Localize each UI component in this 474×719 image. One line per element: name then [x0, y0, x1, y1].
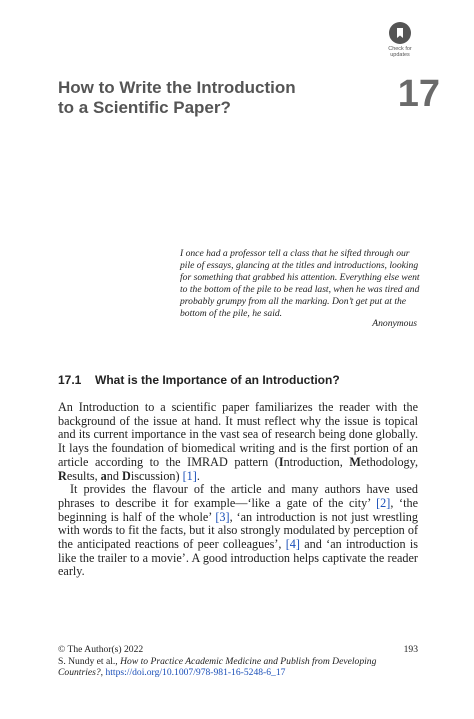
page-number: 193 — [403, 644, 418, 655]
citation-link-2[interactable]: [2] — [376, 495, 391, 510]
imrad-letter-i: I — [278, 454, 284, 469]
page-footer — [58, 644, 418, 679]
imrad-letter-a: a — [100, 468, 107, 483]
section-number: 17.1 — [58, 373, 82, 387]
chapter-title-line-2: to a Scientific Paper? — [58, 98, 231, 117]
imrad-introduction: ntroduction, — [283, 454, 350, 469]
imrad-results: esults, — [66, 468, 101, 483]
chapter-title — [58, 78, 358, 118]
section-title: What is the Importance of an Introduction? — [95, 373, 340, 387]
bookmark-icon — [389, 22, 411, 44]
imrad-discussion: iscussion) — [130, 468, 183, 483]
paragraph-2-part-2: , ‘the beginning is half of the whole’ — [58, 495, 418, 524]
imrad-letter-d: D — [122, 468, 131, 483]
citation-link-1[interactable]: [1] — [182, 468, 197, 483]
paragraph-1 — [58, 401, 418, 483]
paragraph-2-part-1: It provides the flavour of the article and many authors have used phrases to describe it for example—‘like a gate of the city’ — [58, 482, 418, 510]
imrad-methodology: ethodology, — [360, 454, 418, 469]
paragraph-2 — [58, 483, 418, 579]
paragraph-2-part-4: and ‘an introduction is like the trailer to a movie’. A good introduction helps captivate the reader early. — [58, 537, 418, 579]
footer-authors: S. Nundy et al., — [58, 655, 121, 667]
paragraph-2-part-3: , ‘an introduction is not just wrestling with words to fit the facts, but it also strongly modulated by perception of the anticipated reactions of peer colleagues’, — [58, 509, 418, 552]
chapter-number: 17 — [397, 73, 440, 115]
imrad-and: nd — [106, 468, 122, 483]
citation-link-4[interactable]: [4] — [285, 537, 300, 552]
copyright-notice: © The Author(s) 2022 — [58, 644, 144, 655]
citation-link-3[interactable]: [3] — [215, 509, 230, 524]
paragraph-1-end: . — [196, 468, 200, 483]
badge-line-1: Check for — [388, 46, 412, 52]
body-text — [58, 401, 418, 579]
badge-line-2: updates — [390, 52, 410, 58]
citation-line — [58, 656, 418, 679]
imrad-letter-r: R — [58, 468, 67, 483]
check-for-updates-label — [388, 46, 412, 58]
footer-book-title: How to Practice Academic Medicine and Publish from Developing Countries? — [58, 655, 377, 679]
footer-separator: , — [100, 667, 106, 679]
section-heading — [58, 373, 340, 387]
epigraph-text: I once had a professor tell a class that he sifted through our pile of essays, glancing at the titles and introductions, looking for something that grabbed his attention. Everything else went to the bottom of the pile to be read last, when he was tired and probably grumpy from all the marking. Don’t get put at the bottom of the pile, he said. — [180, 248, 420, 319]
paragraph-1-text: An Introduction to a scientific paper familiarizes the reader with the background of the issue at hand. It must reflect why the issue is topical and its current importance in the vast sea of research being done globally. It lays the foundation of biomedical writing and is the first portion of an article according to the IMRAD pattern ( — [58, 400, 418, 469]
check-for-updates-badge[interactable] — [383, 22, 417, 60]
epigraph-author: Anonymous — [372, 318, 417, 329]
doi-link[interactable]: https://doi.org/10.1007/978-981-16-5248-6_17 — [105, 667, 286, 679]
chapter-title-line-1: How to Write the Introduction — [58, 78, 296, 97]
imrad-letter-m: M — [349, 454, 361, 469]
